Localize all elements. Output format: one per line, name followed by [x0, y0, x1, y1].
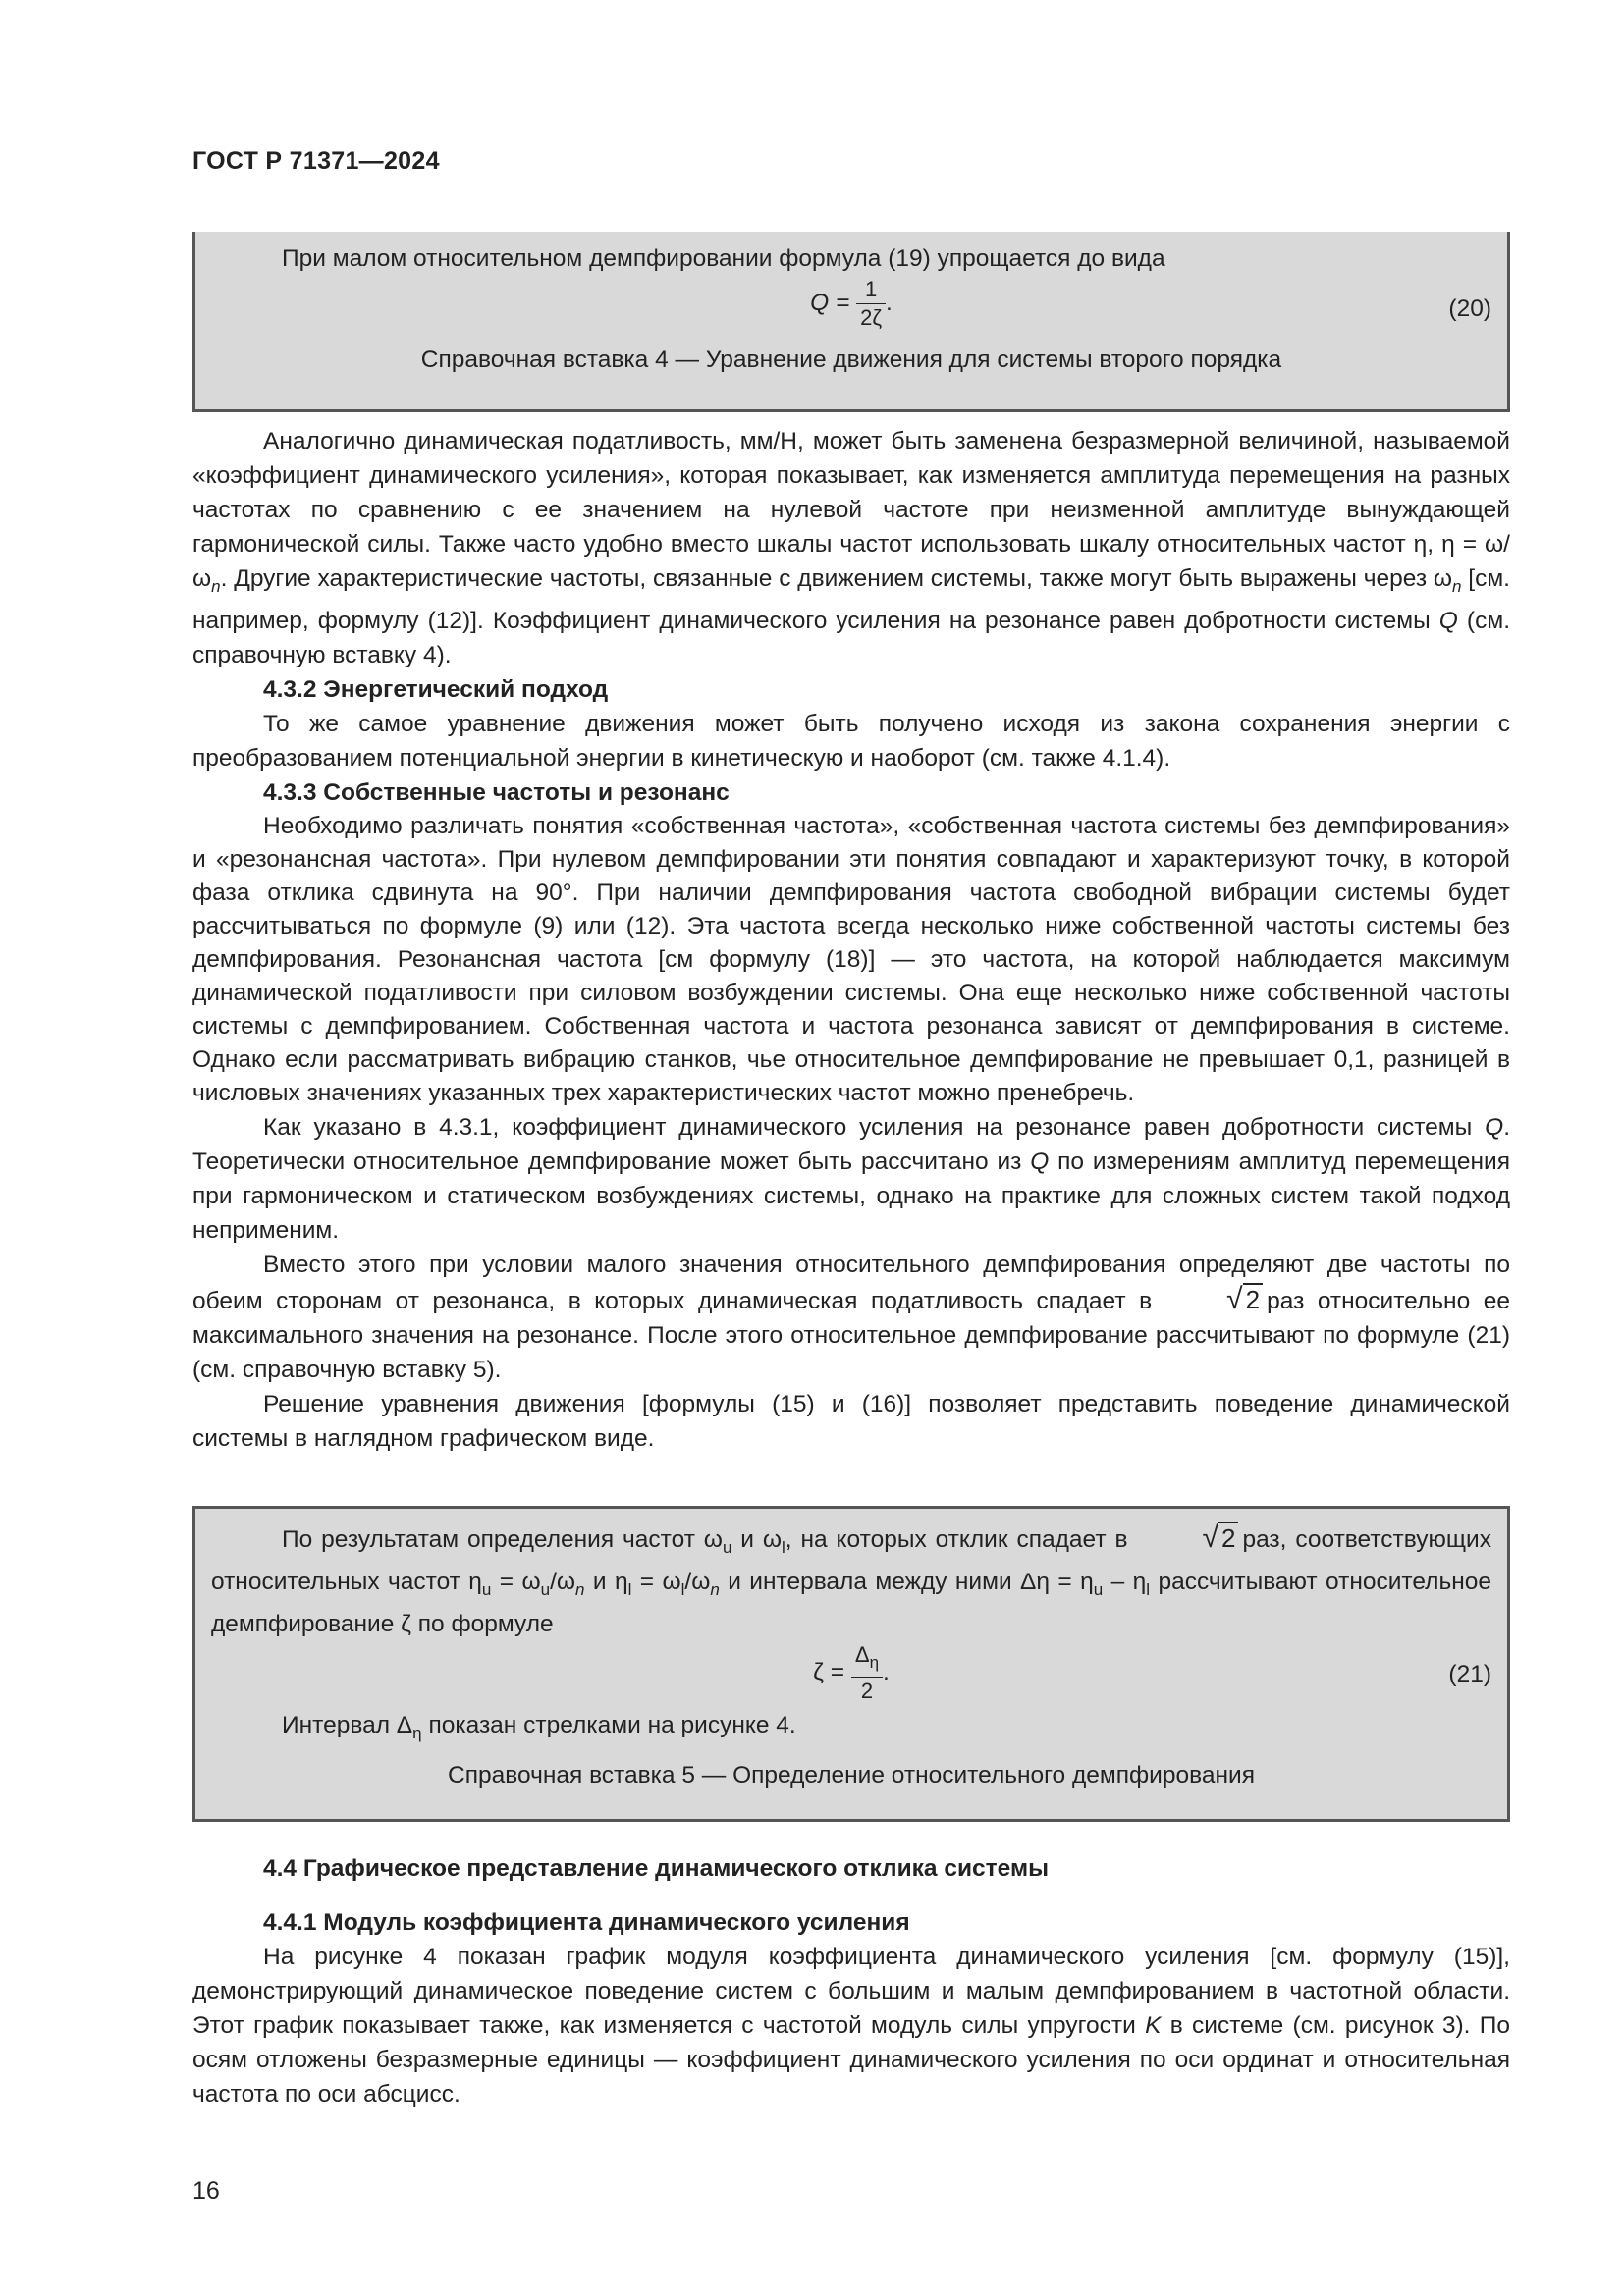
- b5-t8: = ω: [631, 1569, 681, 1595]
- paragraph-dynamic-gain: [192, 424, 1510, 672]
- paragraph-half-power: [192, 1248, 1510, 1387]
- b5-sub-l: l: [782, 1538, 785, 1557]
- b5-t11: – η: [1103, 1569, 1147, 1595]
- p1-q: Q: [1438, 608, 1458, 634]
- p441-a: На рисунке 4 показан график модуля коэффициента динамического усиления [см. формулу (15)], демонстрирующий динамическое поведение систем с большим и малым демпфированием в частотной области. Этот график показывает также, как изменяется с частотой модуль силы упругости: [192, 1944, 1510, 2039]
- b5-t3: , на которых отклик спадает в: [785, 1526, 1128, 1553]
- b5-t12: рассчитывают относительное демпфирование ζ по формуле: [211, 1569, 1492, 1637]
- p433-2-b: . Теоретически относительное демпфирование может быть рассчитано из: [192, 1114, 1510, 1175]
- b5-t10: и интервала между ними Δη = η: [719, 1569, 1094, 1595]
- b5-interval-a: Интервал Δ: [282, 1712, 413, 1738]
- paragraph-natural-frequencies: Необходимо различать понятия «собственная частота», «собственная частота системы без демпфирования» и «резонансная частота». При нулевом демпфировании эти понятия совпадают и характеризуют точку, в которой фаза отклика сдвинута на 90°. При наличии демпфирования частота свободной вибрации системы будет рассчитываться по формуле (9) или (12). Эта частота всегда несколько ниже собственной частоты системы без демпфирования. Резонансная частота [см формулу (18)] — это частота, на которой наблюдается максимум динамической податливости при силовом возбуждении системы. Она еще несколько ниже собственной частоты системы с демпфированием. Собственная частота и частота резонанса зависят от демпфирования в системе. Однако если рассматривать вибрацию станков, чье относительное демпфирование не превышает 0,1, разницей в числовых значениях указанных трех характеристических частот можно пренебречь.: [192, 813, 1510, 1106]
- b5-sub-l4: l: [1146, 1580, 1151, 1599]
- info-box-5: [192, 1506, 1510, 1822]
- b5-sub-u2: u: [481, 1580, 492, 1599]
- b5-interval-b: показан стрелками на рисунке 4.: [421, 1712, 796, 1738]
- heading-4-4-1: 4.4.1 Модуль коэффициента динамического усиления: [263, 1909, 910, 1936]
- paragraph-energy-approach: То же самое уравнение движения может быть получено исходя из закона сохранения энергии с преобразованием потенциальной энергии в кинетическую и наоборот (см. также 4.1.4).: [192, 711, 1510, 772]
- formula-20-tail: .: [886, 289, 893, 316]
- b5-sub-n2: n: [710, 1580, 720, 1599]
- b5-sub-l2: l: [627, 1580, 632, 1599]
- formula-21-delta: Δ: [854, 1642, 870, 1667]
- page-content: [192, 232, 1510, 2111]
- page-number: 16: [192, 2177, 220, 2205]
- formula-20-numerator: 1: [856, 276, 886, 304]
- formula-21: [211, 1641, 1491, 1708]
- formula-20-lhs: Q =: [810, 289, 850, 316]
- b5-sub-u: u: [722, 1538, 732, 1557]
- b5-t1: По результатам определения частот ω: [282, 1526, 723, 1553]
- formula-21-lhs: ζ =: [813, 1658, 845, 1685]
- formula-20: [211, 276, 1491, 343]
- p433-2-a: Как указано в 4.3.1, коэффициент динамического усиления на резонансе равен добротности системы: [263, 1114, 1486, 1141]
- paragraph-graphical: Решение уравнения движения [формулы (15) и (16)] позволяет представить поведение динамической системы в наглядном графическом виде.: [192, 1391, 1510, 1452]
- sqrt-symbol-box5: √ 2: [1132, 1521, 1239, 1556]
- b5-t7: и η: [584, 1569, 628, 1595]
- b5-sub-n1: n: [575, 1580, 585, 1599]
- b5-sub-u4: u: [1093, 1580, 1104, 1599]
- info-box-4: [192, 232, 1510, 412]
- p1-text-d: (см. справочную вставку 4).: [192, 608, 1510, 668]
- formula-21-denominator: 2: [860, 1679, 874, 1703]
- p441-k: K: [1145, 2012, 1162, 2039]
- box4-text: При малом относительном демпфировании формула (19) упрощается до вида: [282, 245, 1165, 272]
- equation-number-21: (21): [1448, 1661, 1491, 1687]
- p1-text-a: Аналогично динамическая податливость, мм/Н, может быть заменена безразмерной величиной, называемой «коэффициент динамического усиления», которая показывает, как изменяется амплитуда перемещения на разных частотах по сравнению с ее значением на нулевой частоте при неизменной амплитуде вынуждающей гармонической силы. Также часто удобно вместо шкалы частот использовать шкалу относительных частот η, η = ω/ω: [192, 428, 1510, 592]
- equation-number-20: (20): [1448, 295, 1491, 322]
- heading-4-3-2: 4.3.2 Энергетический подход: [263, 676, 609, 703]
- heading-4-3-3: 4.3.3 Собственные частоты и резонанс: [263, 779, 730, 806]
- p433-2-q2: Q: [1030, 1148, 1050, 1175]
- p433-3-b: раз относительно ее максимального значения на резонансе. После этого относительное демпфирование рассчитывают по формуле (21) (см. справочную вставку 5).: [192, 1288, 1511, 1383]
- box4-caption: Справочная вставка 4 — Уравнение движения для системы второго порядка: [420, 347, 1282, 373]
- p1-sub-1: n: [211, 577, 221, 596]
- formula-21-fraction: [851, 1641, 883, 1705]
- heading-4-4: 4.4 Графическое представление динамического отклика системы: [263, 1855, 1049, 1882]
- p433-3-a: Вместо этого при условии малого значения относительного демпфирования определяют две частоты по обеим сторонам от резонанса, в которых динамическая податливость спадает в: [192, 1252, 1510, 1314]
- b5-interval-sub: η: [412, 1724, 422, 1742]
- formula-20-fraction: [856, 276, 886, 332]
- p1-text-b: . Другие характеристические частоты, связанные с движением системы, также могут быть выражены через ω: [220, 565, 1452, 592]
- b5-t5: = ω: [491, 1569, 541, 1595]
- paragraph-quality-factor: [192, 1110, 1510, 1248]
- box5-interval-note: [211, 1708, 1491, 1750]
- formula-20-denominator: 2ζ: [860, 305, 883, 330]
- formula-21-num-sub: η: [869, 1653, 880, 1672]
- b5-t9: /ω: [684, 1569, 711, 1595]
- b5-t2: и ω: [731, 1526, 783, 1553]
- b5-sub-u3: u: [540, 1580, 551, 1599]
- paragraph-gain-modulus: [192, 1940, 1510, 2111]
- p1-sub-2: n: [1452, 577, 1462, 596]
- box5-text: [211, 1521, 1491, 1641]
- b5-t4: раз, соответствующих относительных частот η: [211, 1526, 1491, 1595]
- p441-b: в системе (см. рисунок 3). По осям отложены безразмерные единицы — коэффициент динамического усиления по оси ординат и относительная частота по оси абсцисс.: [192, 2012, 1510, 2108]
- p1-text-c: [см. например, формулу (12)]. Коэффициент динамического усиления на резонансе равен добротности системы: [192, 565, 1510, 634]
- box5-caption: Справочная вставка 5 — Определение относительного демпфирования: [448, 1762, 1255, 1789]
- b5-sub-l3: l: [680, 1580, 685, 1599]
- b5-sqrt-value: 2: [1218, 1522, 1238, 1553]
- p433-2-q1: Q: [1485, 1114, 1504, 1141]
- sqrt-symbol: √ 2: [1156, 1282, 1263, 1317]
- formula-21-tail: .: [883, 1658, 890, 1685]
- b5-t6: /ω: [550, 1569, 576, 1595]
- p433-2-c: по измерениям амплитуд перемещения при гармоническом и статическом возбуждениях системы, однако на практике для сложных систем такой подход неприменим.: [192, 1148, 1510, 1244]
- sqrt-value: 2: [1243, 1283, 1263, 1314]
- formula-21-numerator: [851, 1641, 883, 1678]
- page-header: ГОСТ Р 71371—2024: [192, 147, 440, 175]
